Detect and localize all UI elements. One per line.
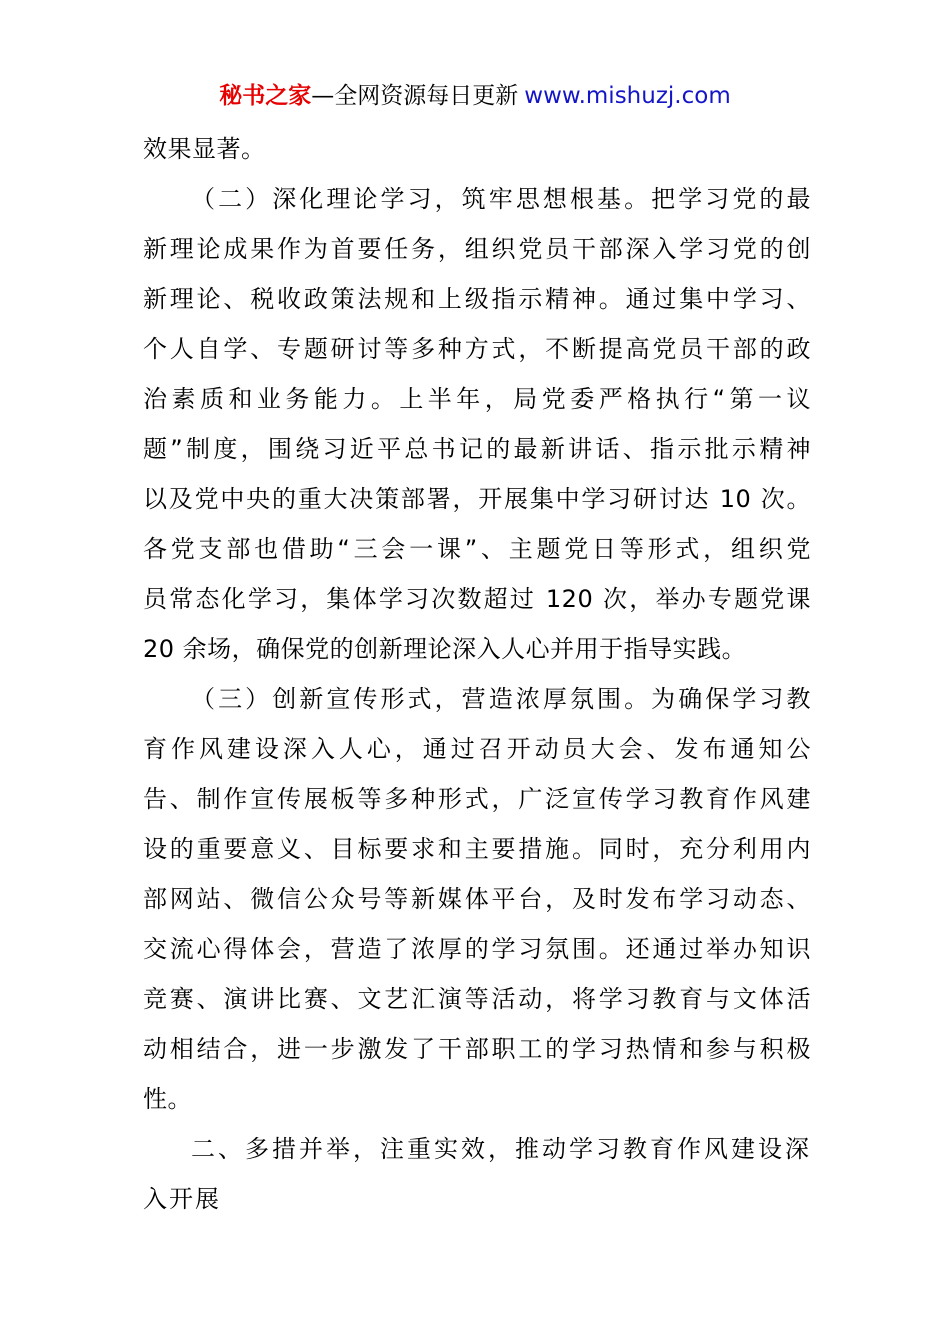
paragraph-line: 个人自学、专题研讨等多种方式，不断提高党员干部的政 [143, 335, 811, 363]
site-tagline: —全网资源每日更新 [311, 83, 519, 109]
paragraph-line: 育作风建设深入人心，通过召开动员大会、发布通知公 [143, 735, 811, 763]
paragraph-line: 题”制度，围绕习近平总书记的最新讲话、指示批示精神 [143, 435, 811, 463]
paragraph-line: 各党支部也借助“三会一课”、主题党日等形式，组织党 [143, 535, 811, 563]
section-heading-line: （二）深化理论学习，筑牢思想根基。把学习党的最 [191, 185, 811, 213]
chapter-heading-line: 入开展 [143, 1185, 221, 1213]
document-body [143, 124, 811, 1224]
chapter-heading-line: 二、多措并举，注重实效，推动学习教育作风建设深 [191, 1135, 811, 1163]
paragraph-line: 员常态化学习，集体学习次数超过 120 次，举办专题党课 [143, 585, 811, 613]
paragraph-line: 性。 [143, 1085, 192, 1113]
section-heading-line: （三）创新宣传形式，营造浓厚氛围。为确保学习教 [191, 685, 811, 713]
paragraph-line: 以及党中央的重大决策部署，开展集中学习研讨达 10 次。 [143, 485, 811, 513]
paragraph-line: 效果显著。 [143, 135, 266, 163]
paragraph-line: 治素质和业务能力。上半年，局党委严格执行“第一议 [143, 385, 811, 413]
paragraph-line: 设的重要意义、目标要求和主要措施。同时，充分利用内 [143, 835, 811, 863]
paragraph-line: 交流心得体会，营造了浓厚的学习氛围。还通过举办知识 [143, 935, 811, 963]
paragraph-line: 告、制作宣传展板等多种形式，广泛宣传学习教育作风建 [143, 785, 811, 813]
paragraph-line: 竞赛、演讲比赛、文艺汇演等活动，将学习教育与文体活 [143, 985, 811, 1013]
paragraph-line: 新理论、税收政策法规和上级指示精神。通过集中学习、 [143, 285, 811, 313]
paragraph-line: 新理论成果作为首要任务，组织党员干部深入学习党的创 [143, 235, 811, 263]
site-header [0, 80, 950, 112]
paragraph-line: 部网站、微信公众号等新媒体平台，及时发布学习动态、 [143, 885, 811, 913]
paragraph-line: 动相结合，进一步激发了干部职工的学习热情和参与积极 [143, 1035, 811, 1063]
site-url-link[interactable]: www.mishuzj.com [524, 83, 731, 109]
paragraph-line: 20 余场，确保党的创新理论深入人心并用于指导实践。 [143, 635, 747, 663]
site-brand: 秘书之家 [219, 83, 312, 109]
